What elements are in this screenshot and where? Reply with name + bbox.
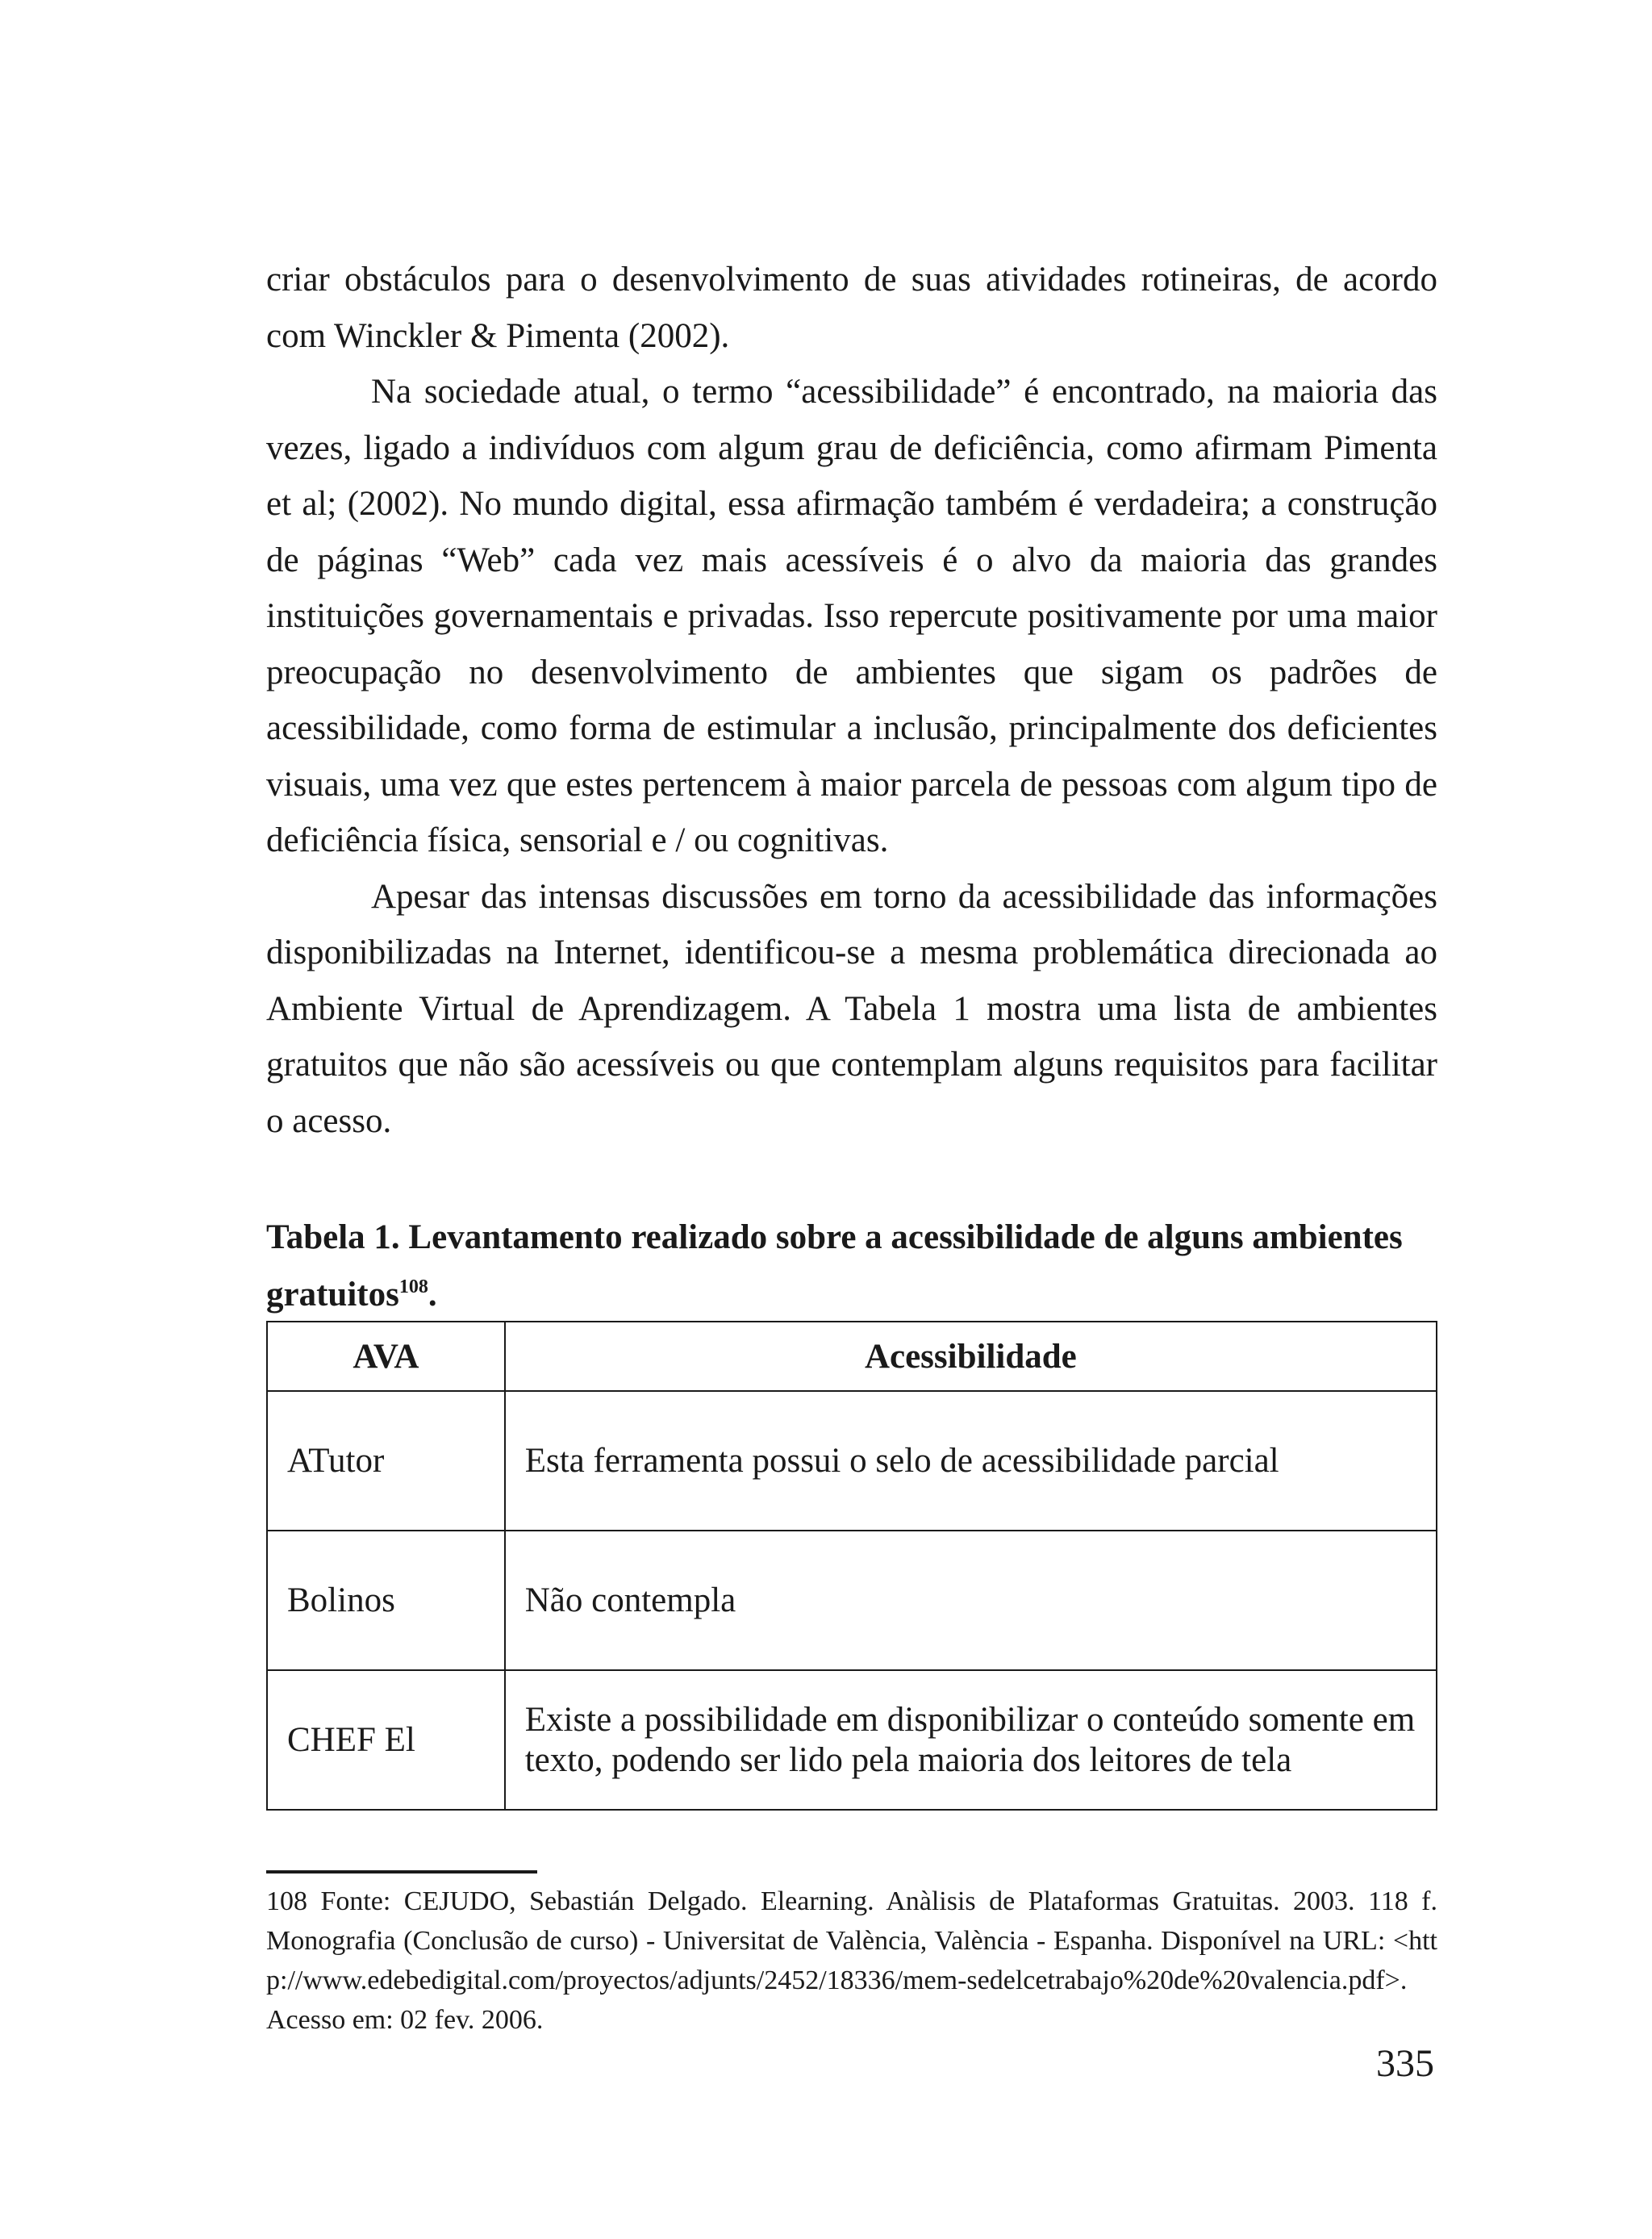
footnote-reference[interactable]: 108	[398, 1276, 428, 1297]
footnote-divider	[266, 1870, 537, 1873]
table-cell-ava: Bolinos	[267, 1531, 505, 1670]
footnote-url[interactable]: <http://www.edebedigital.com/proyectos/adjunts/2452/18336/mem-sedelcetrabajo%20de%20valencia.pdf>	[266, 1926, 1437, 1995]
page-number: 335	[1376, 2042, 1434, 2085]
column-header-acessibilidade: Acessibilidade	[505, 1322, 1437, 1391]
paragraph-2: Na sociedade atual, o termo “acessibilidade” é encontrado, na maioria das vezes, ligado a indivíduos com algum grau de deficiência, como afirmam Pimenta et al; (2002). No mundo digital, essa afirmação também é verdadeira; a construção de páginas “Web” cada vez mais acessíveis é o alvo da maioria das grandes instituições governamentais e privadas. Isso repercute positivamente por uma maior preocupação no desenvolvimento de ambientes que sigam os padrões de acessibilidade, como forma de estimular a inclusão, principalmente dos deficientes visuais, uma vez que estes pertencem à maior parcela de pessoas com algum tipo de deficiência física, sensorial e / ou cognitivas.	[266, 373, 1437, 859]
footnote-access-date: . Acesso em: 02 fev. 2006.	[266, 1965, 1408, 2035]
table-row	[267, 1391, 1437, 1531]
table-cell-ava: ATutor	[267, 1391, 505, 1531]
table-header-row	[267, 1322, 1437, 1391]
footnote	[266, 1882, 1437, 2040]
body-text	[266, 252, 1437, 1149]
column-header-ava: AVA	[267, 1322, 505, 1391]
footnote-text: 108 Fonte: CEJUDO, Sebastián Delgado. Elearning. Anàlisis de Plataformas Gratuitas. 2003. 118 f. Monografia (Conclusão de curso) - Universitat de València, València - Espanha. Disponível na URL:	[266, 1886, 1437, 1956]
paragraph-3: Apesar das intensas discussões em torno da acessibilidade das informações disponibilizadas na Internet, identificou-se a mesma problemática direcionada ao Ambiente Virtual de Aprendizagem. A Tabela 1 mostra uma lista de ambientes gratuitos que não são acessíveis ou que contemplam alguns requisitos para facilitar o acesso.	[266, 877, 1437, 1140]
paragraph-1: criar obstáculos para o desenvolvimento de suas atividades rotineiras, de acordo com Winckler & Pimenta (2002).	[266, 261, 1437, 355]
table-cell-acessibilidade: Esta ferramenta possui o selo de acessibilidade parcial	[505, 1391, 1437, 1531]
table-row	[267, 1670, 1437, 1810]
accessibility-table	[266, 1321, 1437, 1811]
table-caption-text: Tabela 1. Levantamento realizado sobre a acessibilidade de alguns ambientes gratuitos	[266, 1218, 1403, 1314]
table-cell-acessibilidade: Existe a possibilidade em disponibilizar o conteúdo somente em texto, podendo ser lido pela maioria dos leitores de tela	[505, 1670, 1437, 1810]
table-cell-acessibilidade: Não contempla	[505, 1531, 1437, 1670]
table-caption-end: .	[428, 1276, 437, 1314]
table-row	[267, 1531, 1437, 1670]
table-cell-ava: CHEF El	[267, 1670, 505, 1810]
table-caption	[266, 1209, 1437, 1329]
